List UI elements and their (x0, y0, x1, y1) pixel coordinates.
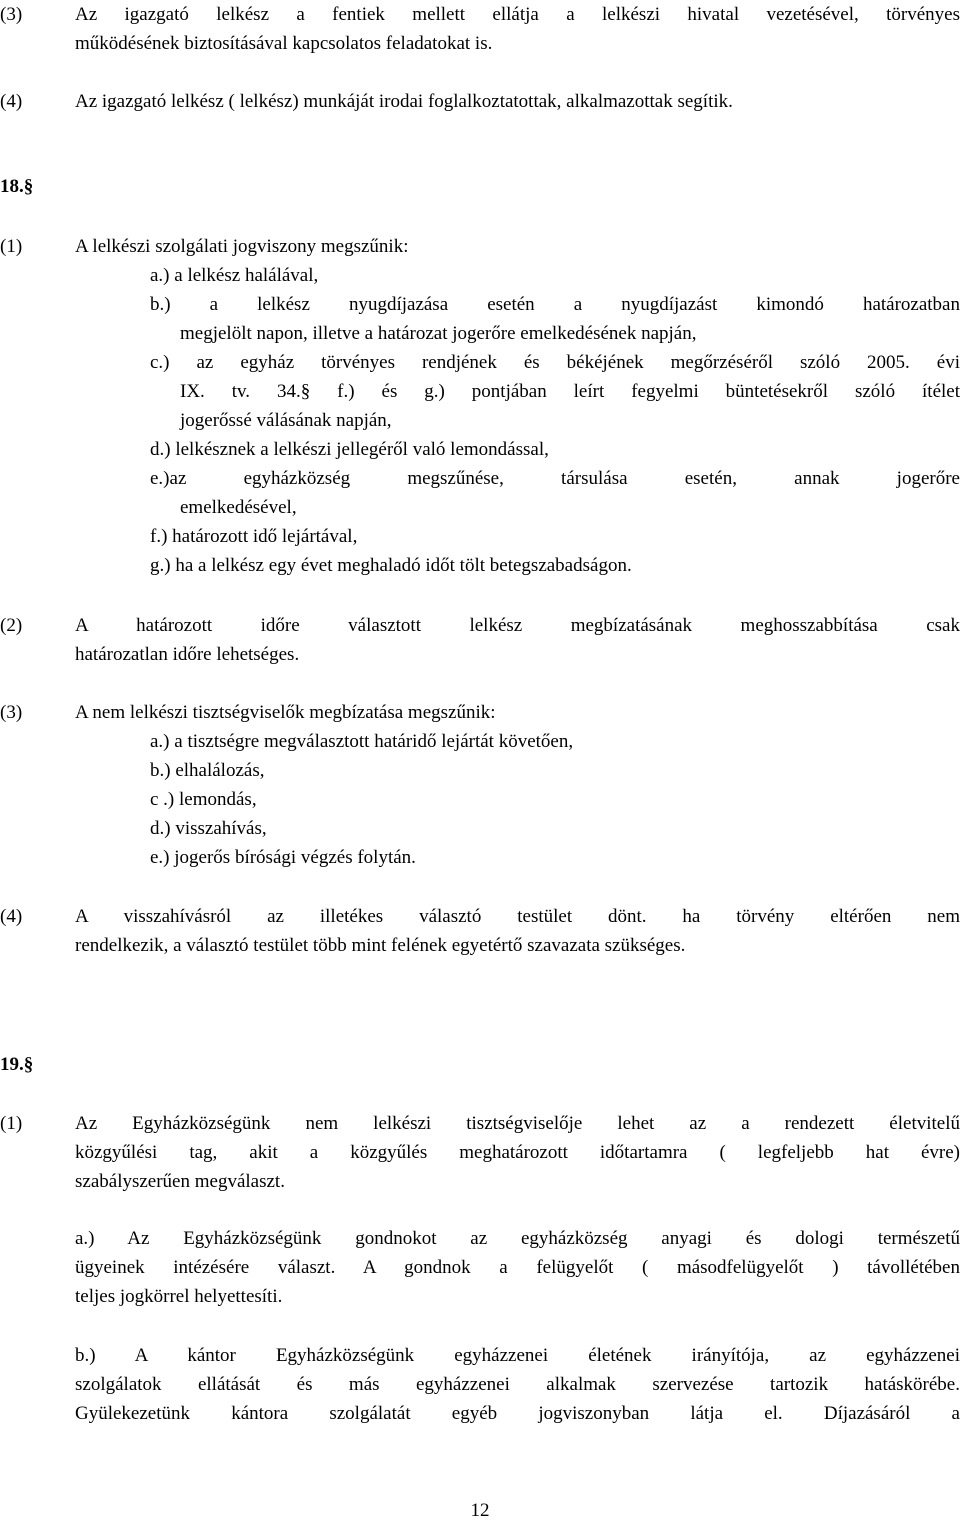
paragraph-text (75, 611, 960, 669)
list-item-continuation: jogerőssé válásának napján, (180, 410, 392, 431)
text-line: Gyülekezetünk kántora szolgálatát egyéb jogviszonyban látja el. Díjazásáról a (75, 1403, 960, 1424)
paragraph-text (75, 232, 960, 261)
text-line: teljes jogkörrel helyettesíti. (75, 1286, 283, 1307)
text-line: a.) Az Egyházközségünk gondnokot az egyházközség anyagi és dologi természetű (75, 1228, 960, 1249)
paragraph-number: (2) (0, 615, 23, 636)
section-heading-19: 19.§ (0, 1054, 34, 1075)
text-line: A lelkészi szolgálati jogviszony megszűnik: (75, 236, 409, 257)
text-line: közgyűlési tag, akit a közgyűlés meghatározott időtartamra ( legfeljebb hat évre) (75, 1142, 960, 1163)
section-18-list (150, 261, 960, 580)
list-item: d.) lelkésznek a lelkészi jellegéről való lemondással, (150, 439, 549, 460)
list-item: d.) visszahívás, (150, 818, 267, 839)
paragraph-number: (3) (0, 702, 23, 723)
paragraph-text (75, 1224, 960, 1311)
list-item: g.) ha a lelkész egy évet meghaladó időt tölt betegszabadságon. (150, 555, 632, 576)
list-item: e.)az egyházközség megszűnése, társulása esetén, annak jogerőre (150, 468, 960, 489)
page-number: 12 (470, 1500, 490, 1521)
paragraph-number: (1) (0, 1113, 23, 1134)
section-18-3-list (150, 727, 960, 872)
text-line: ügyeinek intézésére választ. A gondnok a felügyelőt ( másodfelügyelőt ) távollétében (75, 1257, 960, 1278)
list-item: a.) a tisztségre megválasztott határidő lejártát követően, (150, 731, 574, 752)
list-item: c .) lemondás, (150, 789, 257, 810)
paragraph-text (75, 1109, 960, 1196)
paragraph-text (75, 87, 960, 116)
text-line: b.) A kántor Egyházközségünk egyházzenei életének irányítója, az egyházzenei (75, 1345, 960, 1366)
text-line: A határozott időre választott lelkész megbízatásának meghosszabbítása csak (75, 615, 960, 636)
paragraph-text (75, 1341, 960, 1428)
paragraph-text (75, 0, 960, 58)
paragraph-number: (4) (0, 91, 23, 112)
list-item: c.) az egyház törvényes rendjének és békéjének megőrzéséről szóló 2005. évi (150, 352, 960, 373)
text-line: rendelkezik, a választó testület több mint felének egyetértő szavazata szükséges. (75, 935, 686, 956)
list-item: f.) határozott idő lejártával, (150, 526, 358, 547)
paragraph-number: (1) (0, 236, 23, 257)
paragraph-number: (4) (0, 906, 23, 927)
text-line: működésének biztosításával kapcsolatos feladatokat is. (75, 33, 493, 54)
list-item-continuation: IX. tv. 34.§ f.) és g.) pontjában leírt fegyelmi büntetésekről szóló ítélet (180, 381, 960, 402)
text-line: határozatlan időre lehetséges. (75, 644, 300, 665)
text-line: Az igazgató lelkész ( lelkész) munkáját irodai foglalkoztatottak, alkalmazottak segítik. (75, 91, 733, 112)
list-item: a.) a lelkész halálával, (150, 265, 319, 286)
section-heading-18: 18.§ (0, 176, 34, 197)
text-line: A nem lelkészi tisztségviselők megbízatása megszűnik: (75, 702, 496, 723)
text-line: Az igazgató lelkész a fentiek mellett ellátja a lelkészi hivatal vezetésével, törvényes (75, 4, 960, 25)
paragraph-number: (3) (0, 4, 23, 25)
list-item: e.) jogerős bírósági végzés folytán. (150, 847, 416, 868)
paragraph-text (75, 902, 960, 960)
list-item: b.) a lelkész nyugdíjazása esetén a nyugdíjazást kimondó határozatban (150, 294, 960, 315)
text-line: Az Egyházközségünk nem lelkészi tisztségviselője lehet az a rendezett életvitelű (75, 1113, 960, 1134)
paragraph-text (75, 698, 960, 727)
text-line: szolgálatok ellátását és más egyházzenei alkalmak szervezése tartozik hatáskörébe. (75, 1374, 960, 1395)
text-line: A visszahívásról az illetékes választó testület dönt. ha törvény eltérően nem (75, 906, 960, 927)
list-item-continuation: emelkedésével, (180, 497, 297, 518)
list-item-continuation: megjelölt napon, illetve a határozat jogerőre emelkedésének napján, (180, 323, 697, 344)
list-item: b.) elhalálozás, (150, 760, 265, 781)
text-line: szabályszerűen megválaszt. (75, 1171, 285, 1192)
